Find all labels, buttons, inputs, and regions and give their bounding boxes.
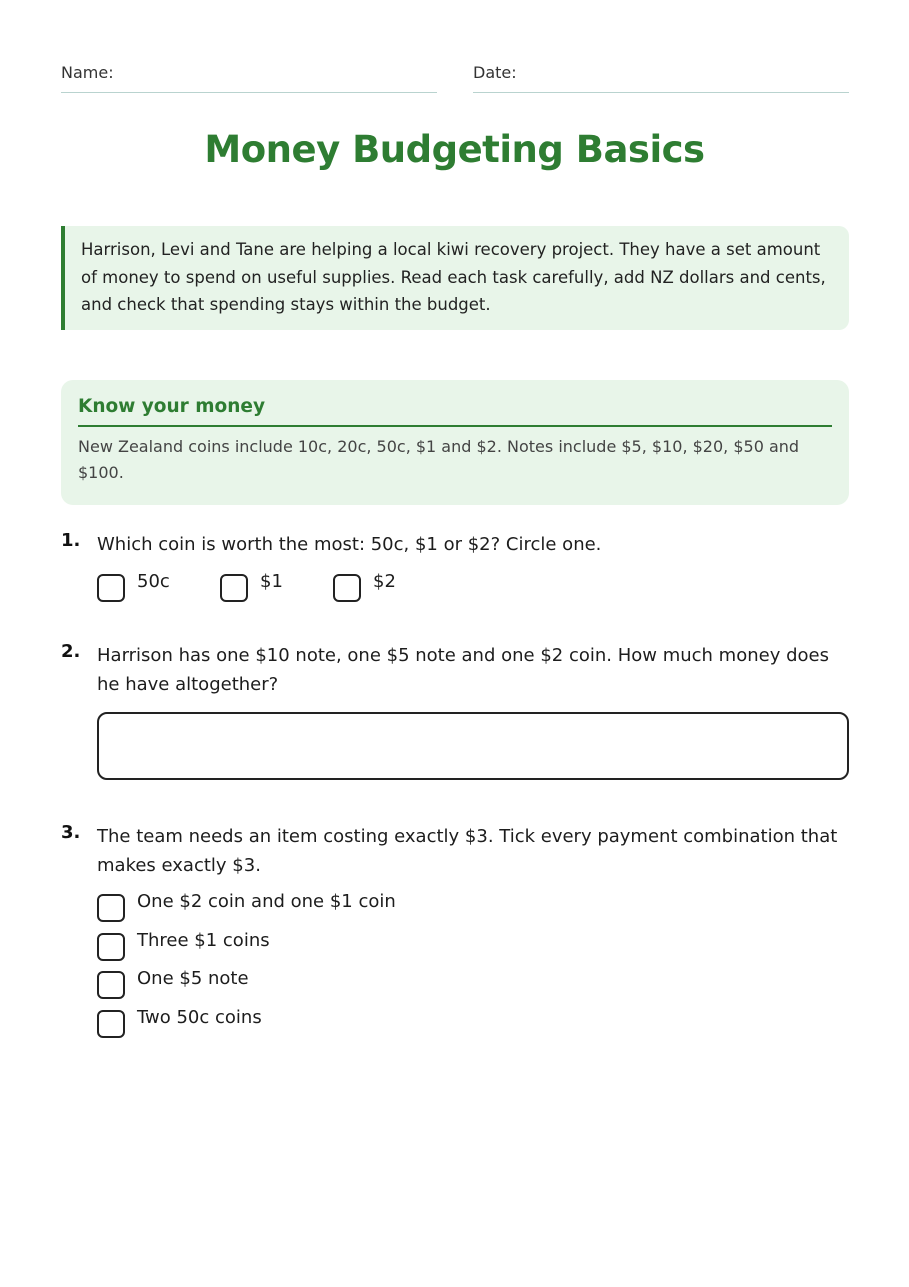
q3-option-2[interactable] — [97, 930, 270, 961]
checkbox[interactable] — [97, 1010, 125, 1038]
option-label: 50c — [137, 571, 170, 592]
name-field[interactable] — [61, 62, 437, 93]
option-label: $1 — [260, 571, 283, 592]
page-title: Money Budgeting Basics — [204, 128, 705, 171]
checkbox[interactable] — [97, 933, 125, 961]
q1-option-1-dollar[interactable] — [220, 571, 283, 602]
option-label: Three $1 coins — [137, 930, 270, 951]
date-label: Date: — [473, 63, 517, 82]
tip-body: New Zealand coins include 10c, 20c, 50c, $1 and $2. Notes include $5, $10, $20, $50 and $100. — [78, 437, 800, 482]
intro-text: Harrison, Levi and Tane are helping a local kiwi recovery project. They have a set amount of money to spend on useful supplies. Read each task carefully, add NZ dollars and cents, and check that spending stays within the budget. — [81, 240, 826, 314]
question-number: 3. — [61, 822, 81, 843]
tip-panel — [61, 380, 849, 505]
date-field[interactable] — [473, 62, 849, 93]
option-label: One $2 coin and one $1 coin — [137, 891, 396, 912]
checkbox[interactable] — [97, 971, 125, 999]
option-label: Two 50c coins — [137, 1007, 262, 1028]
option-label: One $5 note — [137, 968, 249, 989]
name-label: Name: — [61, 63, 114, 82]
question-text: The team needs an item costing exactly $3. Tick every payment combination that makes exactly $3. — [97, 826, 838, 876]
checkbox[interactable] — [97, 894, 125, 922]
question-number: 1. — [61, 530, 81, 551]
q1-option-2-dollar[interactable] — [333, 571, 396, 602]
tip-heading: Know your money — [78, 396, 832, 427]
option-label: $2 — [373, 571, 396, 592]
question-number: 2. — [61, 641, 81, 662]
checkbox[interactable] — [220, 574, 248, 602]
answer-box[interactable] — [97, 712, 849, 780]
q3-option-4[interactable] — [97, 1007, 262, 1038]
question-text: Harrison has one $10 note, one $5 note and one $2 coin. How much money does he have altogether? — [97, 645, 829, 695]
intro-panel — [61, 226, 849, 330]
checkbox[interactable] — [333, 574, 361, 602]
question-text: Which coin is worth the most: 50c, $1 or $2? Circle one. — [97, 534, 602, 555]
q3-option-1[interactable] — [97, 891, 396, 922]
q1-option-50c[interactable] — [97, 571, 170, 602]
checkbox[interactable] — [97, 574, 125, 602]
q3-option-3[interactable] — [97, 968, 249, 999]
